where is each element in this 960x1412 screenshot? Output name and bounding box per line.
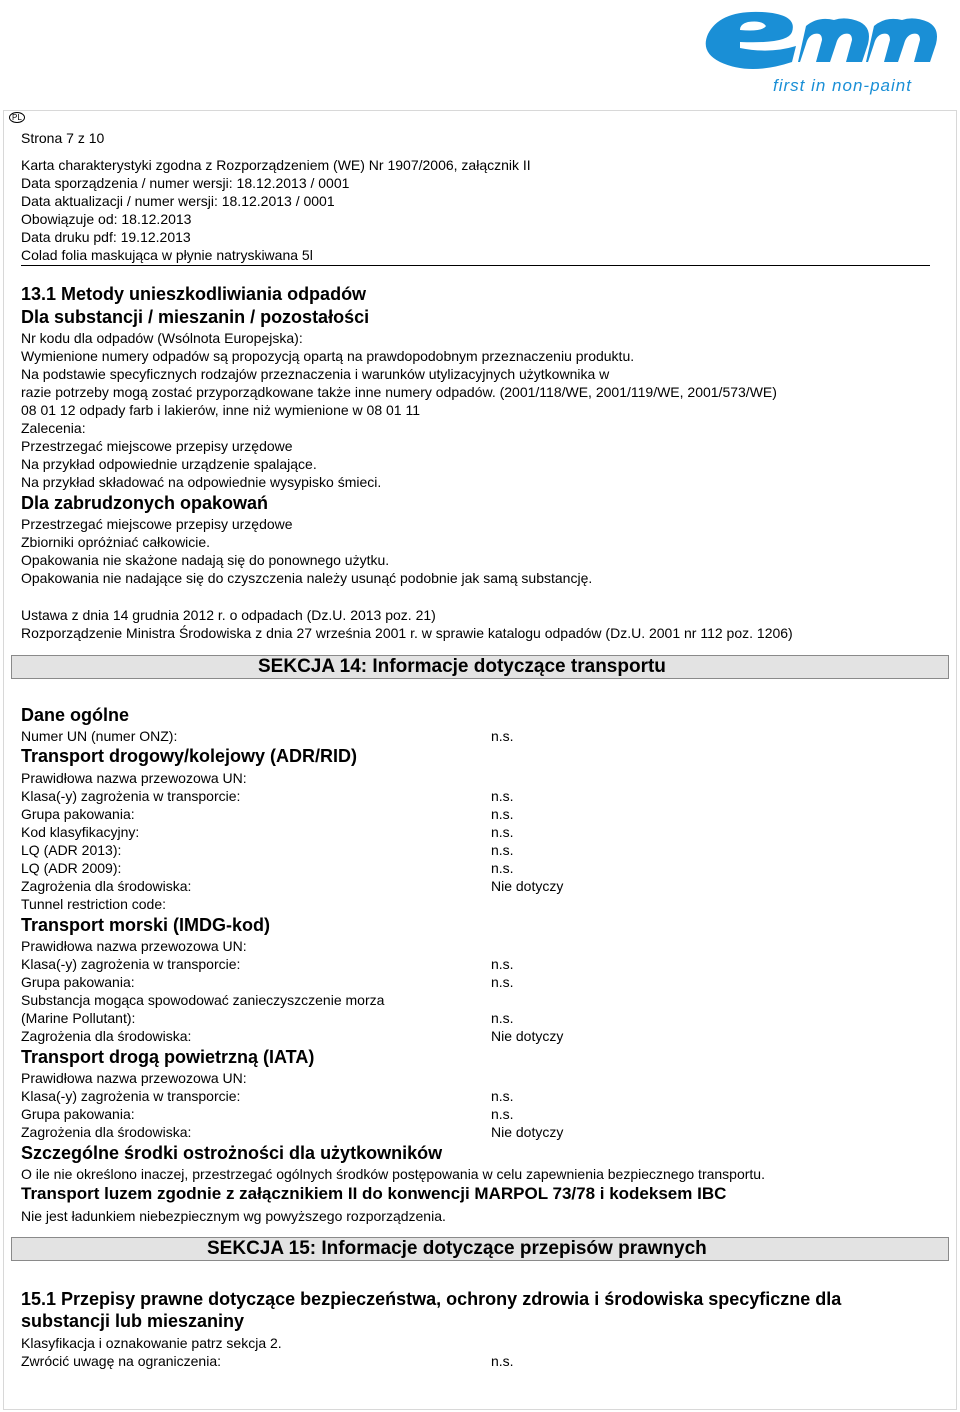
adr-value: n.s. (491, 860, 514, 876)
s13-text: Na przykład składować na odpowiednie wysypisko śmieci. (21, 474, 382, 490)
adr-value: n.s. (491, 842, 514, 858)
imdg-label: Grupa pakowania: (21, 974, 135, 990)
adr-label: Zagrożenia dla środowiska: (21, 878, 192, 894)
iata-label: Grupa pakowania: (21, 1106, 135, 1122)
s13-text: Zalecenia: (21, 420, 86, 436)
restrictions-label: Zwrócić uwagę na ograniczenia: (21, 1353, 221, 1369)
s15-heading-cont: substancji lub mieszaniny (21, 1311, 245, 1331)
bulk-text: Nie jest ładunkiem niebezpiecznym wg powyższego rozporządzenia. (21, 1208, 446, 1224)
s13-text: Przestrzegać miejscowe przepisy urzędowe (21, 516, 293, 532)
page-number: Strona 7 z 10 (21, 130, 105, 146)
valid-date: Obowiązuje od: 18.12.2013 (21, 211, 192, 227)
s13-text: Zbiorniki opróżniać całkowicie. (21, 534, 211, 550)
section-14-bar (11, 655, 949, 679)
imdg-value: n.s. (491, 1010, 514, 1026)
imdg-value: n.s. (491, 974, 514, 990)
imdg-label: Klasa(-y) zagrożenia w transporcie: (21, 956, 241, 972)
adr-label: Tunnel restriction code: (21, 896, 166, 912)
print-date: Data druku pdf: 19.12.2013 (21, 229, 191, 245)
special-heading: Szczególne środki ostrożności dla użytkowników (21, 1143, 443, 1163)
adr-label: Kod klasyfikacyjny: (21, 824, 140, 840)
adr-label: LQ (ADR 2009): (21, 860, 122, 876)
un-number-label: Numer UN (numer ONZ): (21, 728, 178, 744)
s13-subheading: Dla substancji / mieszanin / pozostałości (21, 307, 370, 327)
updated-date: Data aktualizacji / numer wersji: 18.12.2013 / 0001 (21, 193, 335, 209)
s13-text: Na podstawie specyficznych rodzajów przeznaczenia i warunków utylizacyjnych użytkownika w (21, 366, 610, 382)
iata-label: Zagrożenia dla środowiska: (21, 1124, 192, 1140)
adr-value: n.s. (491, 806, 514, 822)
created-date: Data sporządzenia / numer wersji: 18.12.2013 / 0001 (21, 175, 350, 191)
s13-law: Ustawa z dnia 14 grudnia 2012 r. o odpadach (Dz.U. 2013 poz. 21) (21, 607, 436, 623)
s13-text: Na przykład odpowiednie urządzenie spalające. (21, 456, 317, 472)
section-15-bar (11, 1237, 949, 1261)
iata-value: Nie dotyczy (491, 1124, 564, 1140)
section-14-title: SEKCJA 14: Informacje dotyczące transportu (258, 656, 666, 677)
header-divider (21, 265, 930, 266)
restrictions-value: n.s. (491, 1353, 514, 1369)
section-15-title: SEKCJA 15: Informacje dotyczące przepisów prawnych (207, 1238, 707, 1259)
s13-text: Wymienione numery odpadów są propozycją opartą na prawdopodobnym przeznaczeniu produktu. (21, 348, 635, 364)
s13-packaging-heading: Dla zabrudzonych opakowań (21, 493, 269, 513)
s15-heading: 15.1 Przepisy prawne dotyczące bezpieczeństwa, ochrony zdrowia i środowiska specyficzne dla (21, 1289, 842, 1309)
s13-text: 08 01 12 odpady farb i lakierów, inne niż wymienione w 08 01 11 (21, 402, 420, 418)
s13-heading: 13.1 Metody unieszkodliwiania odpadów (21, 284, 367, 304)
general-heading: Dane ogólne (21, 705, 130, 725)
imdg-heading: Transport morski (IMDG-kod) (21, 915, 271, 935)
imdg-value: Nie dotyczy (491, 1028, 564, 1044)
language-badge: PL (9, 112, 25, 123)
special-text: O ile nie określono inaczej, przestrzegać ogólnych środków postępowania w celu zapewnienia bezpiecznego transportu. (21, 1166, 765, 1182)
imdg-label: Zagrożenia dla środowiska: (21, 1028, 192, 1044)
adr-value: n.s. (491, 824, 514, 840)
un-number-value: n.s. (491, 728, 514, 744)
s13-text: razie potrzeby mogą zostać przyporządkowane także inne numery odpadów. (2001/118/WE, 2001/119/WE, 2001/573/WE) (21, 384, 777, 400)
s13-text: Nr kodu dla odpadów (Wsólnota Europejska): (21, 330, 303, 346)
doc-title: Karta charakterystyki zgodna z Rozporządzeniem (WE) Nr 1907/2006, załącznik II (21, 157, 531, 173)
s13-text: Opakowania nie nadające się do czyszczenia należy usunąć podobnie jak samą substancję. (21, 570, 593, 586)
adr-label: LQ (ADR 2013): (21, 842, 122, 858)
bulk-heading: Transport luzem zgodnie z załącznikiem II do konwencji MARPOL 73/78 i kodeksem IBC (21, 1184, 727, 1203)
product-name: Colad folia maskująca w płynie natryskiwana 5l (21, 247, 313, 263)
iata-value: n.s. (491, 1106, 514, 1122)
adr-label: Grupa pakowania: (21, 806, 135, 822)
imdg-label: Substancja mogąca spowodować zanieczyszczenie morza (21, 992, 385, 1008)
imdg-value: n.s. (491, 956, 514, 972)
imdg-label: (Marine Pollutant): (21, 1010, 136, 1026)
s13-law: Rozporządzenie Ministra Środowiska z dnia 27 września 2001 r. w sprawie katalogu odpadów (Dz.U. 2001 nr 112 poz. 1206) (21, 625, 793, 641)
adr-heading: Transport drogowy/kolejowy (ADR/RID) (21, 746, 358, 766)
iata-label: Prawidłowa nazwa przewozowa UN: (21, 1070, 247, 1086)
s15-text: Klasyfikacja i oznakowanie patrz sekcja 2. (21, 1335, 282, 1351)
adr-value: n.s. (491, 788, 514, 804)
adr-value: Nie dotyczy (491, 878, 564, 894)
s13-text: Opakowania nie skażone nadają się do ponownego użytku. (21, 552, 390, 568)
imdg-label: Prawidłowa nazwa przewozowa UN: (21, 938, 247, 954)
adr-label: Klasa(-y) zagrożenia w transporcie: (21, 788, 241, 804)
iata-label: Klasa(-y) zagrożenia w transporcie: (21, 1088, 241, 1104)
adr-label: Prawidłowa nazwa przewozowa UN: (21, 770, 247, 786)
iata-heading: Transport drogą powietrzną (IATA) (21, 1047, 315, 1067)
s13-text: Przestrzegać miejscowe przepisy urzędowe (21, 438, 293, 454)
iata-value: n.s. (491, 1088, 514, 1104)
logo-tagline: first in non-paint (773, 76, 912, 95)
